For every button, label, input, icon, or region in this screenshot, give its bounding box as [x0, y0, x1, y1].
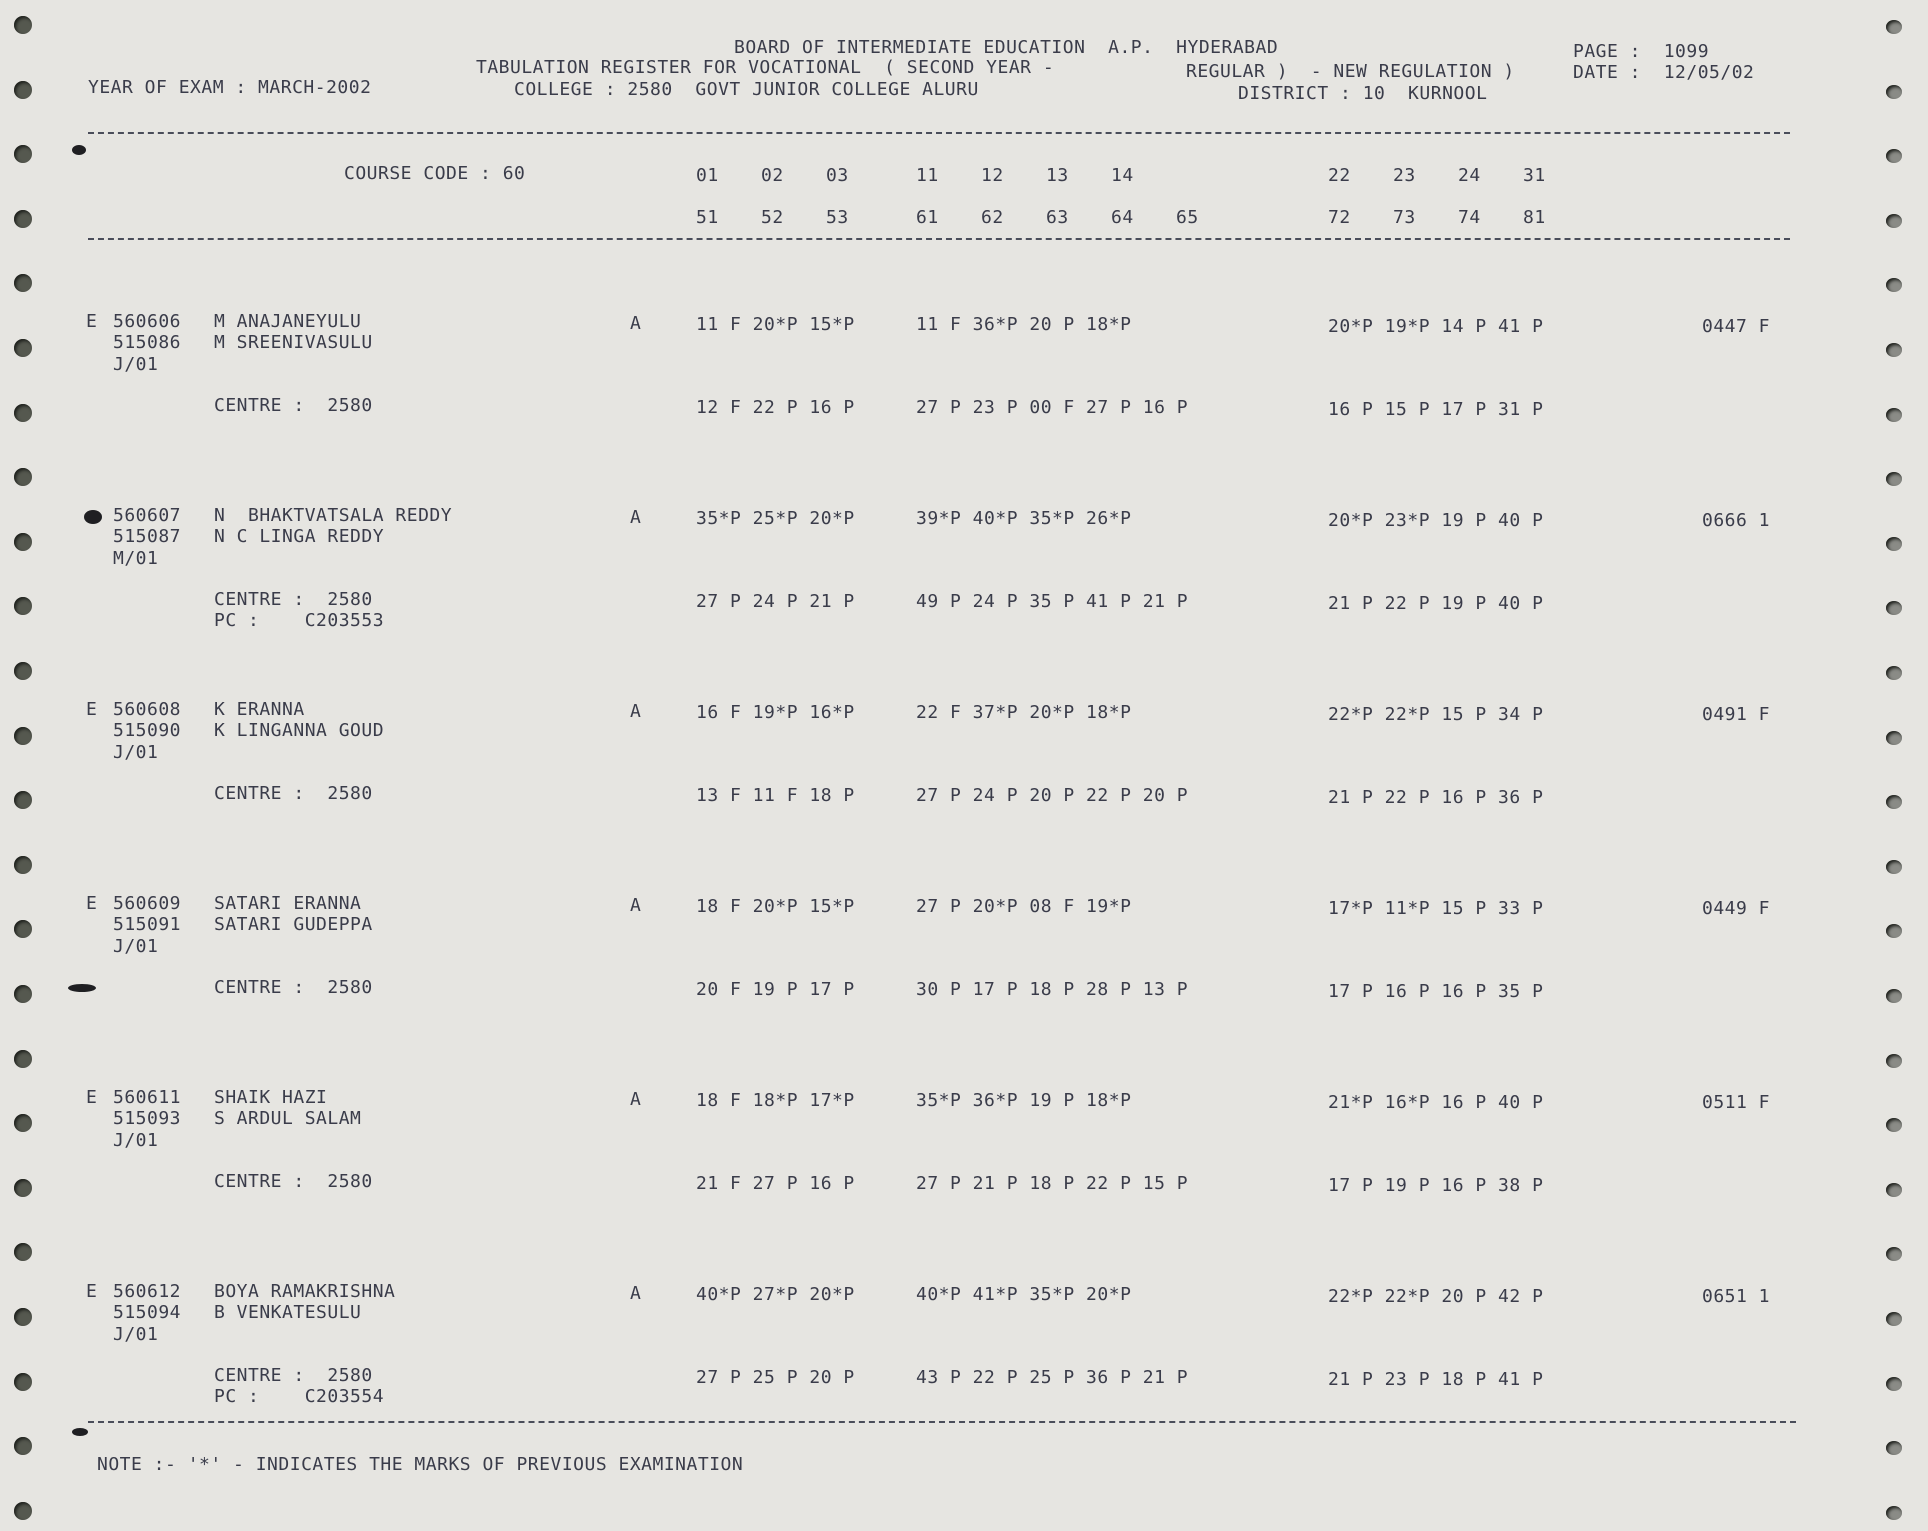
marks-second-year-part3: 17 P 16 P 16 P 35 P: [1328, 981, 1544, 1002]
centre-label: CENTRE : 2580: [214, 1365, 373, 1386]
marks-second-year-part2: 49 P 24 P 35 P 41 P 21 P: [916, 591, 1189, 612]
tractor-hole: [14, 1179, 32, 1197]
status-flag: A: [630, 1283, 642, 1304]
father-name: B VENKATESULU: [214, 1302, 362, 1323]
tractor-hole: [1886, 149, 1902, 163]
centre-label: CENTRE : 2580: [214, 783, 373, 804]
marks-first-year-part2: 35*P 36*P 19 P 18*P: [916, 1090, 1132, 1111]
marks-first-year-part3: 20*P 19*P 14 P 41 P: [1328, 316, 1544, 337]
student-name: K ERANNA: [214, 699, 305, 720]
group-code: J/01: [113, 936, 159, 957]
student-name: N BHAKTVATSALA REDDY: [214, 505, 453, 526]
tractor-hole: [14, 1114, 32, 1132]
father-name: SATARI GUDEPPA: [214, 914, 373, 935]
marks-second-year-part3: 17 P 19 P 16 P 38 P: [1328, 1175, 1544, 1196]
subject-code: 63: [1046, 207, 1069, 228]
ink-smudge: [68, 984, 96, 992]
marks-first-year-part2: 22 F 37*P 20*P 18*P: [916, 702, 1132, 723]
marks-first-year-part3: 20*P 23*P 19 P 40 P: [1328, 510, 1544, 531]
tractor-hole: [1886, 1312, 1902, 1326]
subject-code: 51: [696, 207, 719, 228]
registration-number: 515086: [113, 332, 182, 353]
subject-code: 61: [916, 207, 939, 228]
subject-code: 03: [826, 165, 849, 186]
tractor-hole: [1886, 408, 1902, 422]
marks-first-year-part3: 22*P 22*P 15 P 34 P: [1328, 704, 1544, 725]
marks-second-year-part3: 21 P 22 P 19 P 40 P: [1328, 593, 1544, 614]
group-code: J/01: [113, 1130, 159, 1151]
tractor-hole: [14, 1437, 32, 1455]
marks-first-year-part2: 27 P 20*P 08 F 19*P: [916, 896, 1132, 917]
marks-first-year-part2: 39*P 40*P 35*P 26*P: [916, 508, 1132, 529]
marks-first-year-part1: 35*P 25*P 20*P: [696, 508, 855, 529]
subject-code: 81: [1523, 207, 1546, 228]
father-name: N C LINGA REDDY: [214, 526, 385, 547]
status-flag: A: [630, 507, 642, 528]
grand-total-result: 0651 1: [1702, 1286, 1771, 1307]
divider-bottom: [88, 1421, 1796, 1423]
roll-number: 560611: [113, 1087, 182, 1108]
tractor-hole: [14, 1308, 32, 1326]
tractor-hole: [14, 81, 32, 99]
tractor-hole: [14, 1373, 32, 1391]
subject-code: 65: [1176, 207, 1199, 228]
right-tractor-holes: [1880, 0, 1920, 1531]
divider-top: [88, 132, 1790, 134]
subject-code: 52: [761, 207, 784, 228]
entry-prefix: E: [86, 1087, 98, 1108]
subject-code: 02: [761, 165, 784, 186]
marks-first-year-part1: 40*P 27*P 20*P: [696, 1284, 855, 1305]
centre-label: CENTRE : 2580: [214, 589, 373, 610]
marks-first-year-part2: 11 F 36*P 20 P 18*P: [916, 314, 1132, 335]
roll-number: 560608: [113, 699, 182, 720]
tractor-hole: [1886, 1118, 1902, 1132]
tractor-hole: [1886, 666, 1902, 680]
group-code: J/01: [113, 354, 159, 375]
group-code: M/01: [113, 548, 159, 569]
student-name: M ANAJANEYULU: [214, 311, 362, 332]
course-code: COURSE CODE : 60: [344, 163, 526, 184]
subject-code: 74: [1458, 207, 1481, 228]
group-code: J/01: [113, 742, 159, 763]
grand-total-result: 0449 F: [1702, 898, 1771, 919]
student-name: BOYA RAMAKRISHNA: [214, 1281, 396, 1302]
roll-number: 560612: [113, 1281, 182, 1302]
tractor-hole: [1886, 1247, 1902, 1261]
status-flag: A: [630, 701, 642, 722]
subject-code: 73: [1393, 207, 1416, 228]
marks-first-year-part1: 18 F 20*P 15*P: [696, 896, 855, 917]
tractor-hole: [1886, 1441, 1902, 1455]
tractor-hole: [1886, 1183, 1902, 1197]
marks-second-year-part1: 27 P 25 P 20 P: [696, 1367, 855, 1388]
marks-first-year-part1: 11 F 20*P 15*P: [696, 314, 855, 335]
register-title-cont: REGULAR ) - NEW REGULATION ): [1186, 61, 1515, 82]
ink-smudge: [72, 1428, 88, 1436]
marks-second-year-part2: 43 P 22 P 25 P 36 P 21 P: [916, 1367, 1189, 1388]
centre-label: CENTRE : 2580: [214, 1171, 373, 1192]
tractor-hole: [1886, 1054, 1902, 1068]
subject-code: 31: [1523, 165, 1546, 186]
registration-number: 515093: [113, 1108, 182, 1129]
marks-first-year-part3: 21*P 16*P 16 P 40 P: [1328, 1092, 1544, 1113]
footnote: NOTE :- '*' - INDICATES THE MARKS OF PREVIOUS EXAMINATION: [97, 1454, 744, 1475]
grand-total-result: 0491 F: [1702, 704, 1771, 725]
subject-code: 24: [1458, 165, 1481, 186]
tractor-hole: [14, 856, 32, 874]
tractor-hole: [14, 339, 32, 357]
marks-first-year-part2: 40*P 41*P 35*P 20*P: [916, 1284, 1132, 1305]
subject-code: 11: [916, 165, 939, 186]
subject-code: 14: [1111, 165, 1134, 186]
entry-prefix: E: [86, 699, 98, 720]
tractor-hole: [1886, 537, 1902, 551]
year-of-exam: YEAR OF EXAM : MARCH-2002: [88, 77, 372, 98]
father-name: M SREENIVASULU: [214, 332, 373, 353]
pc-number: PC : C203553: [214, 610, 385, 631]
student-name: SHAIK HAZI: [214, 1087, 328, 1108]
registration-number: 515091: [113, 914, 182, 935]
tractor-hole: [1886, 472, 1902, 486]
tractor-hole: [14, 16, 32, 34]
tractor-hole: [1886, 924, 1902, 938]
tractor-hole: [1886, 795, 1902, 809]
subject-code: 23: [1393, 165, 1416, 186]
marks-second-year-part1: 21 F 27 P 16 P: [696, 1173, 855, 1194]
status-flag: A: [630, 313, 642, 334]
marks-first-year-part3: 17*P 11*P 15 P 33 P: [1328, 898, 1544, 919]
registration-number: 515090: [113, 720, 182, 741]
marks-second-year-part2: 30 P 17 P 18 P 28 P 13 P: [916, 979, 1189, 1000]
tractor-hole: [1886, 20, 1902, 34]
print-date: DATE : 12/05/02: [1573, 62, 1755, 83]
father-name: S ARDUL SALAM: [214, 1108, 362, 1129]
status-flag: A: [630, 1089, 642, 1110]
centre-label: CENTRE : 2580: [214, 395, 373, 416]
board-title: BOARD OF INTERMEDIATE EDUCATION A.P. HYDERABAD: [734, 37, 1279, 58]
ink-smudge: [84, 510, 102, 524]
tractor-hole: [14, 210, 32, 228]
tractor-hole: [14, 1243, 32, 1261]
subject-code: 64: [1111, 207, 1134, 228]
tractor-hole: [14, 274, 32, 292]
subject-code: 01: [696, 165, 719, 186]
tractor-hole: [1886, 1506, 1902, 1520]
marks-second-year-part2: 27 P 21 P 18 P 22 P 15 P: [916, 1173, 1189, 1194]
register-title: TABULATION REGISTER FOR VOCATIONAL ( SECOND YEAR -: [476, 57, 1055, 78]
ink-smudge: [72, 145, 86, 155]
tractor-hole: [1886, 343, 1902, 357]
marks-second-year-part2: 27 P 23 P 00 F 27 P 16 P: [916, 397, 1189, 418]
subject-code: 53: [826, 207, 849, 228]
tractor-hole: [14, 920, 32, 938]
marks-second-year-part2: 27 P 24 P 20 P 22 P 20 P: [916, 785, 1189, 806]
tractor-hole: [14, 533, 32, 551]
marks-second-year-part1: 20 F 19 P 17 P: [696, 979, 855, 1000]
tractor-hole: [14, 145, 32, 163]
page-number: PAGE : 1099: [1573, 41, 1710, 62]
father-name: K LINGANNA GOUD: [214, 720, 385, 741]
district-line: DISTRICT : 10 KURNOOL: [1238, 83, 1488, 104]
tractor-hole: [14, 404, 32, 422]
tractor-hole: [14, 1050, 32, 1068]
subject-code: 72: [1328, 207, 1351, 228]
tractor-hole: [1886, 1377, 1902, 1391]
marks-second-year-part1: 12 F 22 P 16 P: [696, 397, 855, 418]
marks-first-year-part1: 16 F 19*P 16*P: [696, 702, 855, 723]
tractor-hole: [14, 727, 32, 745]
centre-label: CENTRE : 2580: [214, 977, 373, 998]
pc-number: PC : C203554: [214, 1386, 385, 1407]
tractor-hole: [1886, 601, 1902, 615]
marks-second-year-part3: 21 P 23 P 18 P 41 P: [1328, 1369, 1544, 1390]
subject-code: 12: [981, 165, 1004, 186]
roll-number: 560606: [113, 311, 182, 332]
roll-number: 560607: [113, 505, 182, 526]
subject-code: 62: [981, 207, 1004, 228]
divider-course: [88, 238, 1790, 240]
grand-total-result: 0666 1: [1702, 510, 1771, 531]
subject-code: 13: [1046, 165, 1069, 186]
tractor-hole: [14, 468, 32, 486]
marks-second-year-part3: 21 P 22 P 16 P 36 P: [1328, 787, 1544, 808]
entry-prefix: E: [86, 311, 98, 332]
tractor-hole: [1886, 860, 1902, 874]
registration-number: 515087: [113, 526, 182, 547]
student-name: SATARI ERANNA: [214, 893, 362, 914]
tractor-hole: [14, 791, 32, 809]
marks-first-year-part1: 18 F 18*P 17*P: [696, 1090, 855, 1111]
marks-second-year-part1: 27 P 24 P 21 P: [696, 591, 855, 612]
grand-total-result: 0511 F: [1702, 1092, 1771, 1113]
marks-first-year-part3: 22*P 22*P 20 P 42 P: [1328, 1286, 1544, 1307]
college-line: COLLEGE : 2580 GOVT JUNIOR COLLEGE ALURU: [514, 79, 979, 100]
tractor-hole: [1886, 85, 1902, 99]
left-tractor-holes: [8, 0, 48, 1531]
tractor-hole: [14, 662, 32, 680]
subject-code: 22: [1328, 165, 1351, 186]
tractor-hole: [1886, 278, 1902, 292]
group-code: J/01: [113, 1324, 159, 1345]
marks-second-year-part3: 16 P 15 P 17 P 31 P: [1328, 399, 1544, 420]
tractor-hole: [14, 1502, 32, 1520]
tractor-hole: [14, 985, 32, 1003]
tractor-hole: [1886, 989, 1902, 1003]
tractor-hole: [14, 597, 32, 615]
marks-second-year-part1: 13 F 11 F 18 P: [696, 785, 855, 806]
grand-total-result: 0447 F: [1702, 316, 1771, 337]
entry-prefix: E: [86, 1281, 98, 1302]
roll-number: 560609: [113, 893, 182, 914]
status-flag: A: [630, 895, 642, 916]
entry-prefix: E: [86, 893, 98, 914]
registration-number: 515094: [113, 1302, 182, 1323]
tractor-hole: [1886, 731, 1902, 745]
tractor-hole: [1886, 214, 1902, 228]
